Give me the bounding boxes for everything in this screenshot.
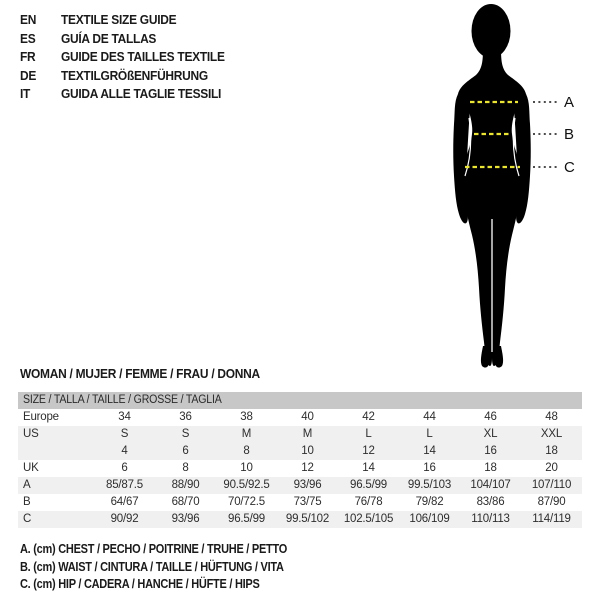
size-cell: 96.5/99 [228, 513, 265, 525]
language-title: GUIDA ALLE TAGLIE TESSILI [61, 86, 222, 101]
size-table [18, 392, 582, 528]
size-cell: 38 [240, 411, 253, 423]
measurement-legend [20, 541, 323, 594]
silhouette-left-leg [464, 175, 492, 366]
size-cell: XXL [540, 428, 563, 440]
language-code: ES [20, 30, 36, 46]
language-title: GUÍA DE TALLAS [61, 30, 157, 46]
size-cell: 99.5/102 [285, 513, 330, 525]
language-title: TEXTILGRÖßENFÜHRUNG [61, 67, 208, 83]
row-label: C [23, 513, 32, 525]
size-cell: S [181, 428, 190, 440]
language-row [20, 48, 239, 67]
size-cell: 110/113 [471, 513, 510, 525]
size-table-header-text: SIZE / TALLA / TAILLE / GRÖSSE / TAGLIA [23, 394, 222, 406]
size-cell: 34 [118, 411, 131, 423]
size-cell: M [241, 428, 252, 440]
legend-item: B. (cm) WAIST / CINTURA / TAILLE / HÜFTUNG / VITA [20, 559, 284, 574]
legend-item: C. (cm) HIP / CADERA / HANCHE / HÜFTE / HIPS [20, 577, 260, 591]
size-cell: 48 [545, 411, 558, 423]
size-cell: 73/75 [293, 496, 322, 508]
woman-silhouette-svg [425, 0, 600, 375]
size-cell: 16 [484, 445, 497, 457]
size-cell: 20 [545, 462, 558, 474]
size-cell: 6 [182, 445, 189, 457]
size-cell: 83/86 [476, 496, 505, 508]
size-cell: 99.5/103 [407, 479, 452, 491]
size-cell: 18 [545, 445, 558, 457]
size-cell: 14 [362, 462, 375, 474]
size-cell: 104/107 [470, 479, 511, 491]
size-cell: 114/119 [532, 513, 571, 525]
silhouette-right-foot [494, 346, 503, 368]
size-cell: 90/92 [110, 513, 139, 525]
row-label: US [23, 428, 39, 440]
language-row [20, 67, 239, 86]
size-cell: 8 [182, 462, 189, 474]
silhouette-right-leg [492, 175, 520, 366]
table-row [18, 511, 582, 528]
size-cell: S [120, 428, 129, 440]
size-cell: 70/72.5 [228, 496, 265, 508]
row-label: A [23, 479, 31, 491]
size-cell: 42 [362, 411, 375, 423]
size-cell: 90.5/92.5 [223, 479, 270, 491]
language-code: IT [20, 86, 31, 101]
size-table-body [18, 409, 582, 528]
size-cell: 36 [179, 411, 192, 423]
row-label [18, 443, 94, 460]
size-cell: 46 [484, 411, 497, 423]
size-cell: L [365, 428, 372, 440]
table-row [18, 409, 582, 426]
size-cell: 106/109 [409, 513, 450, 525]
waist-label: B [564, 126, 575, 143]
language-row [20, 85, 239, 104]
size-cell: L [426, 428, 433, 440]
size-cell: 8 [243, 445, 250, 457]
hip-label: C [564, 159, 575, 176]
size-cell: 68/70 [171, 496, 200, 508]
size-cell: 12 [362, 445, 375, 457]
size-cell: 10 [240, 462, 253, 474]
size-cell: 102.5/105 [343, 513, 394, 525]
size-cell: 44 [423, 411, 436, 423]
size-cell: 88/90 [171, 479, 200, 491]
table-row [18, 494, 582, 511]
language-title: GUIDE DES TAILLES TEXTILE [61, 49, 225, 64]
size-cell: M [302, 428, 313, 440]
size-table-header [18, 392, 582, 409]
size-cell: 96.5/99 [350, 479, 387, 491]
size-cell: XL [483, 428, 498, 440]
size-cell: 87/90 [537, 496, 566, 508]
row-label: Europe [23, 411, 59, 423]
size-cell: 12 [301, 462, 314, 474]
language-row [20, 30, 239, 49]
language-code: FR [20, 49, 36, 64]
silhouette-left-foot [481, 346, 490, 368]
language-row [20, 11, 239, 30]
section-title: WOMAN / MUJER / FEMME / FRAU / DONNA [20, 366, 260, 381]
size-cell: 10 [301, 445, 314, 457]
table-row [18, 460, 582, 477]
size-cell: 64/67 [110, 496, 139, 508]
size-cell: 93/96 [171, 513, 200, 525]
size-cell: 6 [121, 462, 128, 474]
language-code: EN [20, 12, 37, 27]
table-row [18, 477, 582, 494]
language-title: TEXTILE SIZE GUIDE [61, 12, 177, 27]
row-label: UK [23, 462, 39, 474]
size-cell: 4 [121, 445, 128, 457]
table-row [18, 426, 582, 443]
size-cell: 14 [423, 445, 436, 457]
size-cell: 76/78 [354, 496, 383, 508]
size-cell: 79/82 [415, 496, 444, 508]
language-code: DE [20, 67, 37, 83]
size-cell: 40 [301, 411, 314, 423]
language-list [20, 11, 239, 104]
figure-area [425, 0, 600, 375]
size-cell: 93/96 [293, 479, 322, 491]
chest-label: A [564, 94, 575, 111]
table-row [18, 443, 582, 460]
size-cell: 18 [484, 462, 497, 474]
row-label: B [23, 496, 31, 508]
size-cell: 107/110 [531, 479, 572, 491]
size-cell: 16 [423, 462, 436, 474]
legend-item: A. (cm) CHEST / PECHO / POITRINE / TRUHE / PETTO [20, 542, 288, 556]
size-cell: 85/87.5 [106, 479, 143, 491]
